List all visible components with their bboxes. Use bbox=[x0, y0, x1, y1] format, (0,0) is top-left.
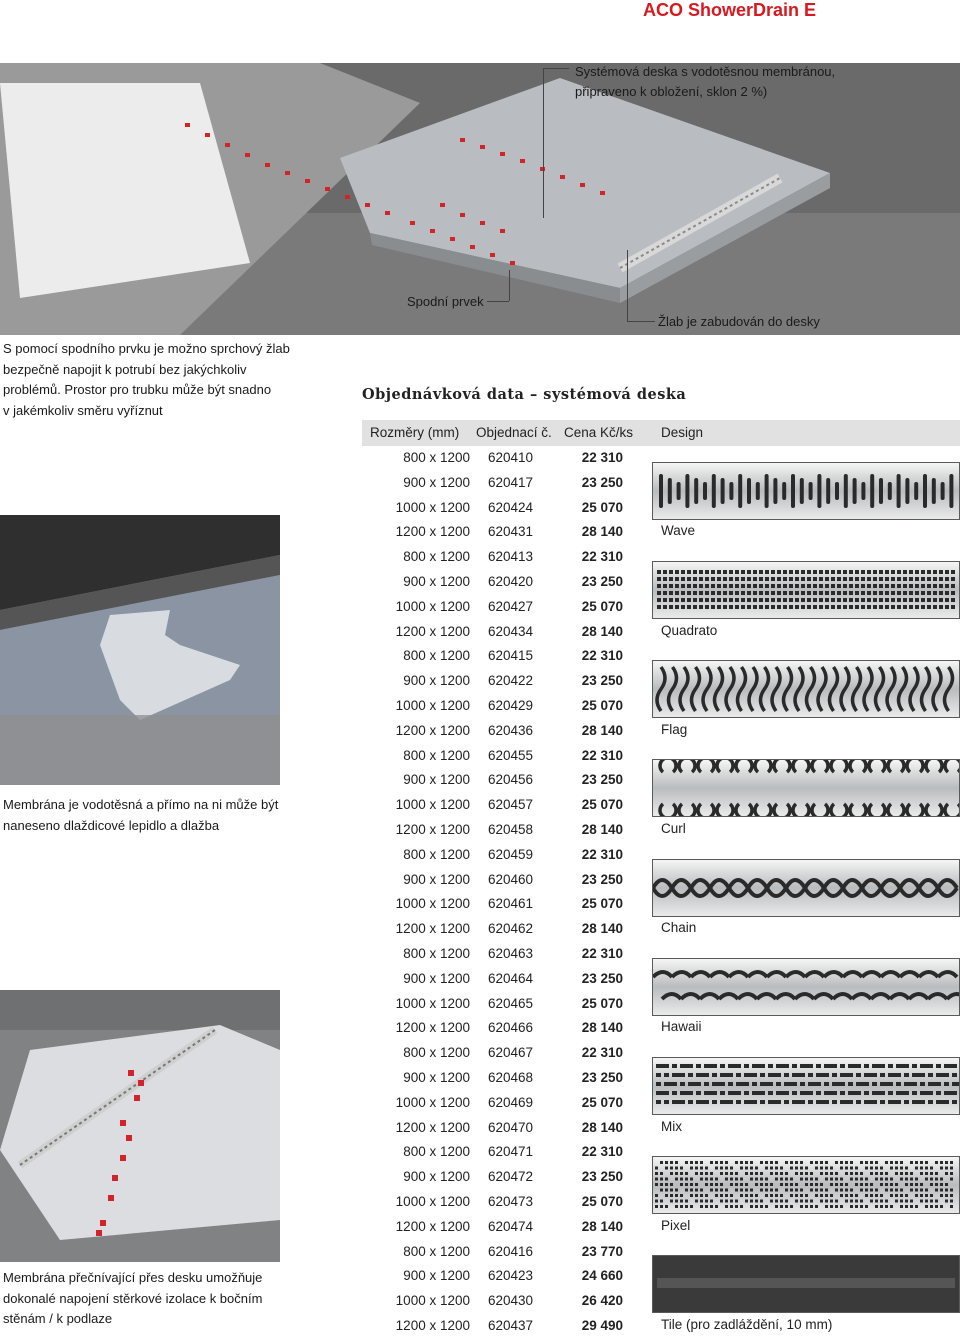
cell-price: 28 140 bbox=[581, 1119, 623, 1135]
table-row bbox=[362, 645, 652, 670]
section-title: Objednávková data – systémová deska bbox=[362, 386, 687, 403]
cell-price: 22 310 bbox=[581, 450, 623, 465]
table-row bbox=[362, 670, 652, 695]
cell-order-number: 620424 bbox=[488, 499, 534, 515]
cell-dimensions: 1200 x 1200 bbox=[395, 822, 470, 837]
cell-dimensions: 1000 x 1200 bbox=[395, 995, 470, 1011]
cell-dimensions: 900 x 1200 bbox=[403, 1070, 470, 1085]
cell-order-number: 620427 bbox=[488, 598, 534, 614]
cell-dimensions: 1200 x 1200 bbox=[395, 1218, 470, 1234]
brand-title: ACO ShowerDrain E bbox=[642, 0, 816, 20]
cell-order-number: 620437 bbox=[488, 1318, 534, 1333]
table-row bbox=[362, 993, 652, 1018]
cell-dimensions: 800 x 1200 bbox=[403, 747, 470, 763]
table-row bbox=[362, 447, 652, 472]
cell-dimensions: 800 x 1200 bbox=[403, 1045, 470, 1061]
cell-dimensions: 900 x 1200 bbox=[403, 574, 470, 589]
table-row bbox=[362, 1141, 652, 1166]
cell-price: 24 660 bbox=[581, 1268, 623, 1284]
cell-dimensions: 800 x 1200 bbox=[403, 946, 470, 961]
cell-price: 22 310 bbox=[581, 747, 623, 763]
cell-price: 23 250 bbox=[581, 673, 623, 689]
cell-price: 22 310 bbox=[581, 1144, 623, 1160]
header-design: Design bbox=[661, 425, 704, 440]
caption-overhang bbox=[3, 1268, 262, 1330]
table-row bbox=[362, 1092, 652, 1117]
table-row bbox=[362, 497, 652, 522]
cell-dimensions: 1000 x 1200 bbox=[395, 896, 470, 912]
grate-quadrato-image bbox=[652, 561, 960, 619]
table-row bbox=[362, 869, 652, 894]
table-row bbox=[362, 1017, 652, 1042]
table-row bbox=[362, 769, 652, 794]
cell-dimensions: 1200 x 1200 bbox=[395, 524, 470, 540]
table-row bbox=[362, 819, 652, 844]
cell-dimensions: 900 x 1200 bbox=[403, 1169, 470, 1185]
cell-price: 25 070 bbox=[581, 1194, 623, 1209]
design-label: Curl bbox=[661, 821, 686, 836]
cell-dimensions: 1200 x 1200 bbox=[395, 1119, 470, 1135]
header-price: Cena Kč/ks bbox=[564, 425, 634, 440]
cell-order-number: 620413 bbox=[488, 549, 534, 565]
grate-pixel-image bbox=[652, 1156, 960, 1214]
grate-hawaii-image bbox=[652, 958, 960, 1016]
cell-dimensions: 900 x 1200 bbox=[403, 772, 470, 788]
cell-price: 22 310 bbox=[581, 549, 623, 565]
design-label: Chain bbox=[661, 920, 697, 936]
table-row bbox=[362, 1067, 652, 1092]
cell-dimensions: 1200 x 1200 bbox=[395, 1020, 470, 1036]
cell-price: 23 250 bbox=[581, 1070, 623, 1085]
cell-order-number: 620417 bbox=[488, 474, 534, 490]
cell-order-number: 620436 bbox=[488, 722, 534, 738]
cell-price: 22 310 bbox=[581, 846, 623, 862]
table-row bbox=[362, 571, 652, 596]
cell-price: 25 070 bbox=[581, 896, 623, 912]
cell-order-number: 620455 bbox=[488, 747, 534, 763]
cell-price: 23 250 bbox=[581, 871, 623, 887]
cell-price: 28 140 bbox=[581, 1020, 623, 1036]
caption-line: S pomocí spodního prvku je možno sprchový žlab bbox=[3, 341, 290, 356]
cell-price: 28 140 bbox=[581, 623, 623, 639]
callout-line: připraveno k obložení, sklon 2 %) bbox=[575, 84, 768, 99]
design-label: Mix bbox=[661, 1118, 682, 1134]
grate-flag-image bbox=[652, 660, 960, 718]
cell-price: 22 310 bbox=[581, 648, 623, 664]
table-row bbox=[362, 918, 652, 943]
cell-order-number: 620469 bbox=[488, 1094, 534, 1110]
table-row bbox=[362, 546, 652, 571]
cell-dimensions: 900 x 1200 bbox=[403, 970, 470, 986]
cell-dimensions: 1200 x 1200 bbox=[395, 623, 470, 639]
cell-order-number: 620416 bbox=[488, 1243, 534, 1259]
caption-line: stěnám / k podlaze bbox=[3, 1311, 113, 1326]
grate-curl-image bbox=[652, 759, 960, 817]
table-row bbox=[362, 1265, 652, 1290]
caption-line: naneseno dlaždicové lepidlo a dlažba bbox=[3, 817, 220, 833]
cell-dimensions: 1000 x 1200 bbox=[395, 698, 470, 713]
cell-price: 28 140 bbox=[581, 1218, 623, 1234]
cell-order-number: 620468 bbox=[488, 1070, 534, 1085]
design-label: Flag bbox=[661, 721, 688, 737]
cell-order-number: 620430 bbox=[488, 1293, 534, 1309]
cell-order-number: 620431 bbox=[488, 524, 534, 540]
table-row bbox=[362, 745, 652, 770]
cell-price: 25 070 bbox=[581, 499, 623, 515]
cell-price: 22 310 bbox=[581, 1045, 623, 1061]
table-row bbox=[362, 1216, 652, 1241]
caption-line: bezpečně napojit k potrubí bez jakýchkoliv bbox=[3, 361, 247, 377]
cell-price: 23 250 bbox=[581, 574, 623, 589]
caption-line: problémů. Prostor pro trubku může být snadno bbox=[3, 382, 272, 397]
design-label: Hawaii bbox=[661, 1019, 702, 1035]
cell-dimensions: 1000 x 1200 bbox=[395, 1094, 470, 1110]
caption-line: v jakémkoliv směru vyříznut bbox=[3, 402, 163, 418]
cell-price: 25 070 bbox=[581, 1094, 623, 1110]
cell-order-number: 620461 bbox=[488, 896, 534, 912]
cell-dimensions: 900 x 1200 bbox=[403, 871, 470, 887]
caption-bottom-element bbox=[3, 339, 290, 421]
cell-dimensions: 800 x 1200 bbox=[403, 450, 470, 465]
table-row bbox=[362, 1241, 652, 1266]
cell-price: 23 250 bbox=[581, 1169, 623, 1185]
cell-order-number: 620429 bbox=[488, 698, 534, 713]
cell-dimensions: 1200 x 1200 bbox=[395, 1318, 470, 1333]
table-row bbox=[362, 968, 652, 993]
cell-order-number: 620458 bbox=[488, 822, 534, 837]
cell-order-number: 620466 bbox=[488, 1020, 534, 1036]
callout-line: Systémová deska s vodotěsnou membránou, bbox=[575, 64, 836, 79]
caption-membrane bbox=[3, 795, 278, 836]
cell-order-number: 620463 bbox=[488, 946, 534, 961]
table-row bbox=[362, 521, 652, 546]
cell-price: 23 250 bbox=[581, 474, 623, 490]
design-label: Tile (pro zadláždění, 10 mm) bbox=[661, 1317, 833, 1332]
cell-order-number: 620467 bbox=[488, 1045, 534, 1061]
table-row bbox=[362, 893, 652, 918]
cell-dimensions: 1000 x 1200 bbox=[395, 499, 470, 515]
cell-price: 28 140 bbox=[581, 822, 623, 837]
cell-order-number: 620423 bbox=[488, 1268, 534, 1284]
cell-dimensions: 1000 x 1200 bbox=[395, 1194, 470, 1209]
cell-order-number: 620471 bbox=[488, 1144, 534, 1160]
grate-tile-image bbox=[652, 1255, 960, 1313]
cell-price: 29 490 bbox=[581, 1318, 623, 1333]
cell-order-number: 620410 bbox=[488, 450, 534, 465]
cell-order-number: 620460 bbox=[488, 871, 534, 887]
table-row bbox=[362, 844, 652, 869]
callout-system-board bbox=[575, 62, 835, 102]
cell-dimensions: 900 x 1200 bbox=[403, 673, 470, 689]
design-label: Wave bbox=[661, 523, 696, 539]
cell-order-number: 620462 bbox=[488, 921, 534, 937]
caption-line: Membrána je vodotěsná a přímo na ni může být bbox=[3, 797, 279, 812]
cell-dimensions: 1000 x 1200 bbox=[395, 598, 470, 614]
grate-wave-image bbox=[652, 462, 960, 520]
cell-order-number: 620473 bbox=[488, 1194, 534, 1209]
table-row bbox=[362, 1166, 652, 1191]
table-row bbox=[362, 472, 652, 497]
cell-dimensions: 1000 x 1200 bbox=[395, 797, 470, 813]
cell-dimensions: 800 x 1200 bbox=[403, 846, 470, 862]
cell-order-number: 620474 bbox=[488, 1218, 534, 1234]
cell-order-number: 620465 bbox=[488, 995, 534, 1011]
cell-order-number: 620470 bbox=[488, 1119, 534, 1135]
table-header bbox=[362, 420, 960, 446]
table-row bbox=[362, 596, 652, 621]
cell-dimensions: 800 x 1200 bbox=[403, 549, 470, 565]
table-row bbox=[362, 1290, 652, 1315]
cell-order-number: 620472 bbox=[488, 1169, 534, 1185]
cell-price: 25 070 bbox=[581, 598, 623, 614]
design-label: Pixel bbox=[661, 1217, 691, 1233]
cell-price: 25 070 bbox=[581, 698, 623, 713]
cell-price: 25 070 bbox=[581, 995, 623, 1011]
table-row bbox=[362, 1191, 652, 1216]
grate-mix-image bbox=[652, 1057, 960, 1115]
callout-bottom-element: Spodní prvek bbox=[407, 294, 484, 309]
cell-order-number: 620420 bbox=[488, 574, 534, 589]
cell-dimensions: 800 x 1200 bbox=[403, 1144, 470, 1160]
table-row bbox=[362, 621, 652, 646]
design-label: Quadrato bbox=[661, 622, 718, 638]
table-row bbox=[362, 943, 652, 968]
cell-order-number: 620434 bbox=[488, 623, 534, 639]
cell-price: 28 140 bbox=[581, 722, 623, 738]
table-row bbox=[362, 794, 652, 819]
table-row bbox=[362, 1042, 652, 1067]
cell-price: 28 140 bbox=[581, 921, 623, 937]
cell-dimensions: 1200 x 1200 bbox=[395, 722, 470, 738]
table-row bbox=[362, 695, 652, 720]
cell-price: 28 140 bbox=[581, 524, 623, 540]
cell-price: 22 310 bbox=[581, 946, 623, 961]
cell-price: 23 250 bbox=[581, 970, 623, 986]
cell-price: 26 420 bbox=[581, 1293, 623, 1309]
cell-price: 23 770 bbox=[581, 1243, 623, 1259]
membrane-photo bbox=[0, 515, 280, 785]
cell-order-number: 620456 bbox=[488, 772, 534, 788]
cell-order-number: 620464 bbox=[488, 970, 534, 986]
cell-dimensions: 900 x 1200 bbox=[403, 1268, 470, 1284]
cell-dimensions: 1000 x 1200 bbox=[395, 1293, 470, 1309]
cell-order-number: 620415 bbox=[488, 648, 534, 664]
membrane-overhang-photo bbox=[0, 990, 280, 1262]
caption-line: dokonalé napojení stěrkové izolace k bočním bbox=[3, 1290, 263, 1306]
table-row bbox=[362, 1117, 652, 1142]
cell-price: 25 070 bbox=[581, 797, 623, 813]
header-order-number: Objednací č. bbox=[476, 425, 552, 440]
cell-dimensions: 800 x 1200 bbox=[403, 648, 470, 664]
cell-order-number: 620422 bbox=[488, 673, 534, 689]
caption-line: Membrána přečnívající přes desku umožňuje bbox=[3, 1270, 263, 1285]
cell-dimensions: 1200 x 1200 bbox=[395, 921, 470, 937]
table-row bbox=[362, 720, 652, 745]
cell-price: 23 250 bbox=[581, 772, 623, 788]
cell-order-number: 620459 bbox=[488, 846, 534, 862]
cell-dimensions: 800 x 1200 bbox=[403, 1243, 470, 1259]
callout-drain-integrated: Žlab je zabudován do desky bbox=[658, 314, 820, 329]
header-dimensions: Rozměry (mm) bbox=[370, 425, 460, 440]
cell-order-number: 620457 bbox=[488, 797, 534, 813]
table-row bbox=[362, 1315, 652, 1340]
grate-chain-image bbox=[652, 859, 960, 917]
cell-dimensions: 900 x 1200 bbox=[403, 474, 470, 490]
